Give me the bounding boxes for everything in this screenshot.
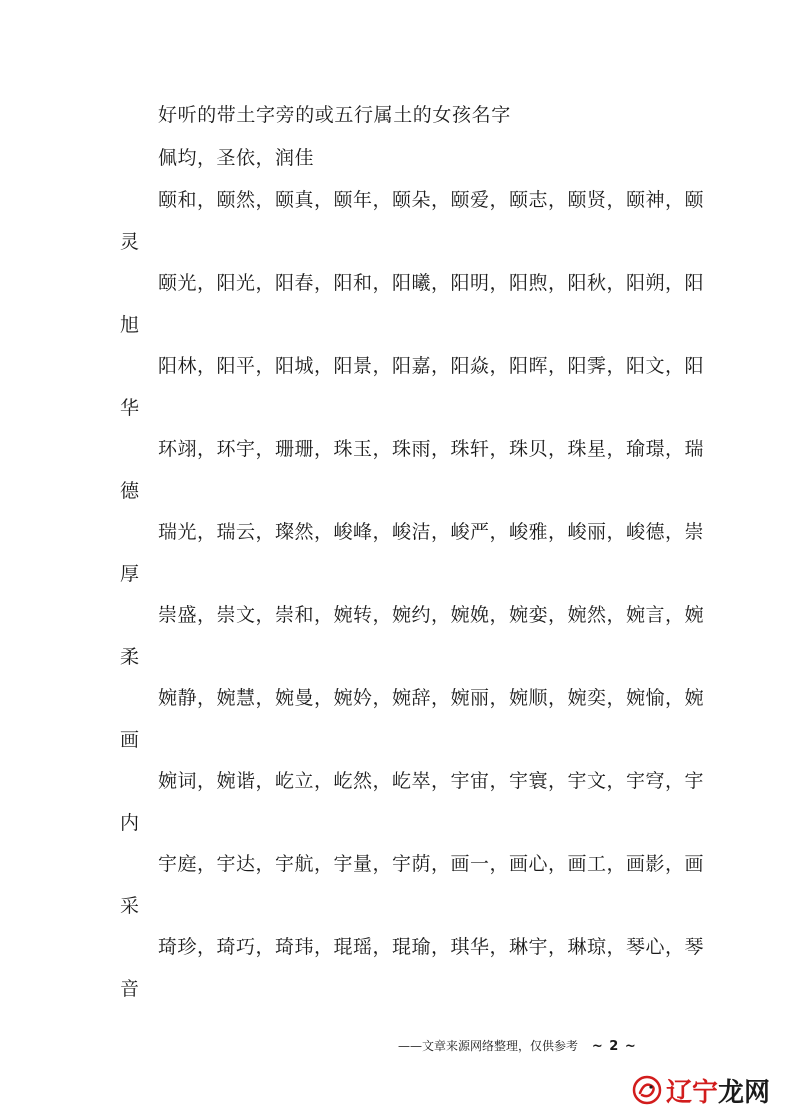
watermark-text-part-1: 辽宁 xyxy=(666,1077,719,1108)
name-line: 琦珍，琦巧，琦玮，琨瑶，琨瑜，琪华，琳宇，琳琼，琴心，琴 xyxy=(158,936,705,958)
name-line-wrap: 旭 xyxy=(120,314,140,336)
name-line: 婉静，婉慧，婉曼，婉妗，婉辞，婉丽，婉顺，婉奕，婉愉，婉 xyxy=(158,687,705,709)
document-title: 好听的带土字旁的或五行属土的女孩名字 xyxy=(158,104,511,126)
name-line-wrap: 音 xyxy=(120,978,140,1000)
name-line-wrap: 厚 xyxy=(120,563,140,585)
name-line-wrap: 德 xyxy=(120,480,140,502)
page-footer xyxy=(398,1036,637,1057)
source-note: ——文章来源网络整理，仅供参考 xyxy=(398,1039,579,1053)
name-line: 颐光，阳光，阳春，阳和，阳曦，阳明，阳煦，阳秋，阳朔，阳 xyxy=(158,272,705,294)
name-line: 阳林，阳平，阳城，阳景，阳嘉，阳焱，阳晖，阳霁，阳文，阳 xyxy=(158,355,705,377)
dragon-logo-icon xyxy=(632,1075,662,1105)
site-watermark xyxy=(632,1068,782,1112)
name-line: 佩均，圣依，润佳 xyxy=(158,147,315,169)
name-line-wrap: 画 xyxy=(120,729,140,751)
name-line: 环翊，环宇，珊珊，珠玉，珠雨，珠轩，珠贝，珠星，瑜璟，瑞 xyxy=(158,438,705,460)
page-number: ~ 2 ~ xyxy=(591,1039,637,1054)
name-line: 瑞光，瑞云，璨然，峻峰，峻洁，峻严，峻雅，峻丽，峻德，崇 xyxy=(158,521,705,543)
name-line: 崇盛，崇文，崇和，婉转，婉约，婉娩，婉娈，婉然，婉言，婉 xyxy=(158,604,705,626)
name-line-wrap: 灵 xyxy=(120,231,140,253)
name-line-wrap: 华 xyxy=(120,397,140,419)
name-line-wrap: 柔 xyxy=(120,646,140,668)
name-line-wrap: 采 xyxy=(120,895,140,917)
name-line: 颐和，颐然，颐真，颐年，颐朵，颐爱，颐志，颐贤，颐神，颐 xyxy=(158,189,705,211)
name-line: 宇庭，宇达，宇航，宇量，宇荫，画一，画心，画工，画影，画 xyxy=(158,853,705,875)
watermark-text-part-2: 龙网 xyxy=(718,1077,771,1108)
name-line-wrap: 内 xyxy=(120,812,140,834)
watermark-text xyxy=(666,1072,770,1109)
name-line: 婉词，婉谐，屹立，屹然，屹崒，宇宙，宇寰，宇文，宇穹，宇 xyxy=(158,770,705,792)
